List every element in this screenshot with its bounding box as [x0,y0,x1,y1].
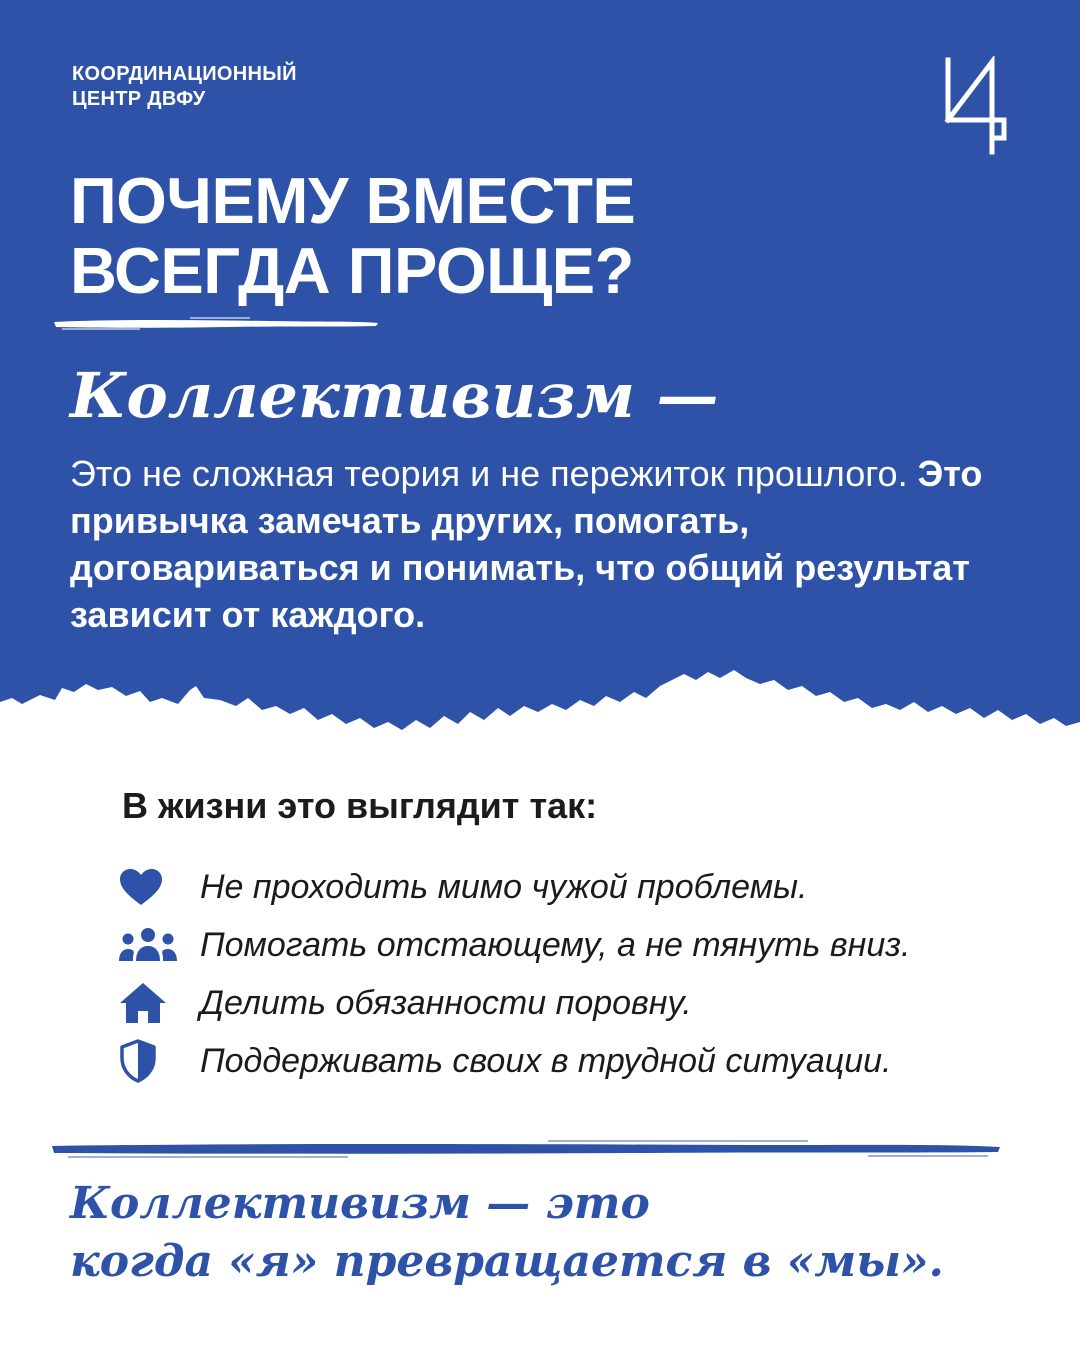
heart-icon [118,867,164,907]
brand-logo-icon [940,56,1014,158]
list-item [118,1032,1018,1090]
lead-plain-text: Это не сложная теория и не пережиток прошлого. [70,453,918,494]
lead-paragraph [70,450,1030,638]
closing-line-1: Коллективизм — это [70,1178,650,1229]
brand-name [72,62,297,112]
brand-line-1: КООРДИНАЦИОННЫЙ [72,63,297,85]
home-icon [118,981,168,1025]
headline-line-2: ВСЕГДА ПРОЩЕ? [70,234,634,307]
headline [70,166,635,306]
examples-title: В жизни это выглядит так: [122,785,598,826]
lead-bold-text: Это привычка замечать других, помогать, договариваться и понимать, что общий результат зависит от каждого. [70,453,983,635]
list-item [118,974,1018,1032]
brand-line-2: ЦЕНТР ДВФУ [72,88,206,110]
shield-icon [118,1038,158,1084]
closing-line-2: когда «я» превращается в «мы». [70,1236,944,1287]
list-item-text: Делить обязанности поровну. [200,984,692,1022]
headline-line-1: ПОЧЕМУ ВМЕСТЕ [70,164,636,237]
examples-list [118,858,1018,1090]
torn-paper-edge [0,640,1080,770]
brush-stroke-divider [48,1138,1003,1160]
list-item-text: Не проходить мимо чужой проблемы. [200,868,808,906]
group-icon [118,927,178,963]
list-item-text: Помогать отстающему, а не тянуть вниз. [200,926,911,964]
brush-stroke-divider [50,316,380,332]
list-item [118,916,1018,974]
list-item-text: Поддерживать своих в трудной ситуации. [200,1042,892,1080]
closing-quote [70,1175,944,1291]
term-title: Коллективизм — [70,359,719,432]
list-item [118,858,1018,916]
